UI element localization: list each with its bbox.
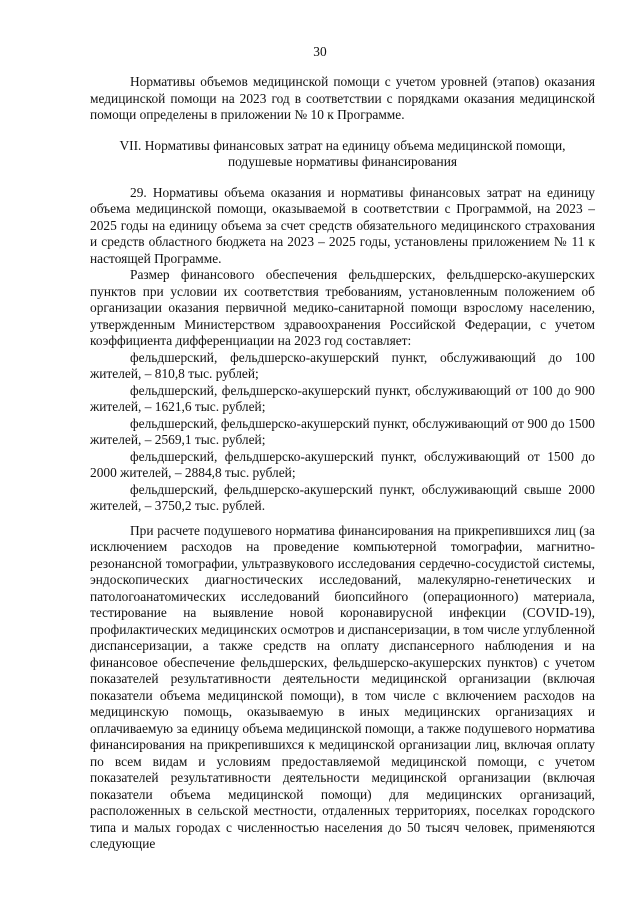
section-title: VII. Нормативы финансовых затрат на единицу объема медицинской помощи, подушевые нормативы финансирования [119, 137, 566, 169]
funding-size-paragraph: Размер финансового обеспечения фельдшерских, фельдшерско-акушерских пунктов при условии их соответствия требованиям, установленным положением об организации оказания первичной медико-санитарной помощи взрослому населению, утвержденным Министерством здравоохранения Российской Федерации, с учетом коэффициента дифференциации на 2023 год составляет: [90, 267, 595, 348]
paragraph-29: 29. Нормативы объема оказания и нормативы финансовых затрат на единицу объема медицинской помощи, оказываемой в соответствии с Программой, на 2023 – 2025 годы на единицу объема за счет средств обязательного медицинского страхования и средств областного бюджета на 2023 – 2025 годы, установлены приложением № 11 к настоящей Программе. [90, 184, 595, 266]
document-body [90, 74, 595, 853]
page-number: 30 [313, 44, 327, 59]
calculation-paragraph: При расчете подушевого норматива финансирования на прикрепившихся лиц (за исключением расходов на проведение компьютерной томографии, магнитно-резонансной томографии, ультразвукового исследования сердечно-сосудистой системы, эндоскопических диагностических исследований, малекулярно-генетических и патологоанатомических исследований биопсийного (операционного) материала, тестирование на выявление новой коронавирусной инфекции (COVID-19), профилактических медицинских осмотров и диспансеризации, в том числе углубленной диспансеризации, а также средств на оплату диспансерного наблюдения и на финансовое обеспечение фельдшерских, фельдшерско-акушерских пунктов) с учетом показателей результативности деятельности медицинской организации (включая показатели объема медицинской помощи), в том числе с включением расходов на медицинскую помощь, оказываемую в иных медицинских организациях и оплачиваемую за единицу объема медицинской помощи, а также подушевого норматива финансирования на прикрепившихся к медицинской организации лиц, включая оплату по всем видам и условиям предоставляемой медицинской помощи, с учетом показателей результативности деятельности медицинской организации (включая показатели объема медицинской помощи) для медицинских организаций, расположенных в сельской местности, отдаленных территориях, поселках городского типа и малых городах с численностью населения до 50 тысяч человек, применяются следующие [90, 522, 595, 851]
intro-paragraph: Нормативы объемов медицинской помощи с учетом уровней (этапов) оказания медицинской помощи на 2023 год в соответствии с порядками оказания медицинской помощи определены в приложении № 10 к Программе. [90, 74, 595, 122]
list-item: фельдшерский, фельдшерско-акушерский пункт, обслуживающий от 100 до 900 жителей, – 1621,6 тыс. рублей; [90, 382, 595, 414]
list-item: фельдшерский, фельдшерско-акушерский пункт, обслуживающий свыше 2000 жителей, – 3750,2 тыс. рублей. [90, 481, 595, 513]
list-item: фельдшерский, фельдшерско-акушерский пункт, обслуживающий от 900 до 1500 жителей, – 2569,1 тыс. рублей; [90, 415, 595, 447]
list-item: фельдшерский, фельдшерско-акушерский пункт, обслуживающий от 1500 до 2000 жителей, – 2884,8 тыс. рублей; [90, 448, 595, 480]
list-item: фельдшерский, фельдшерско-акушерский пункт, обслуживающий до 100 жителей, – 810,8 тыс. рублей; [90, 349, 595, 381]
